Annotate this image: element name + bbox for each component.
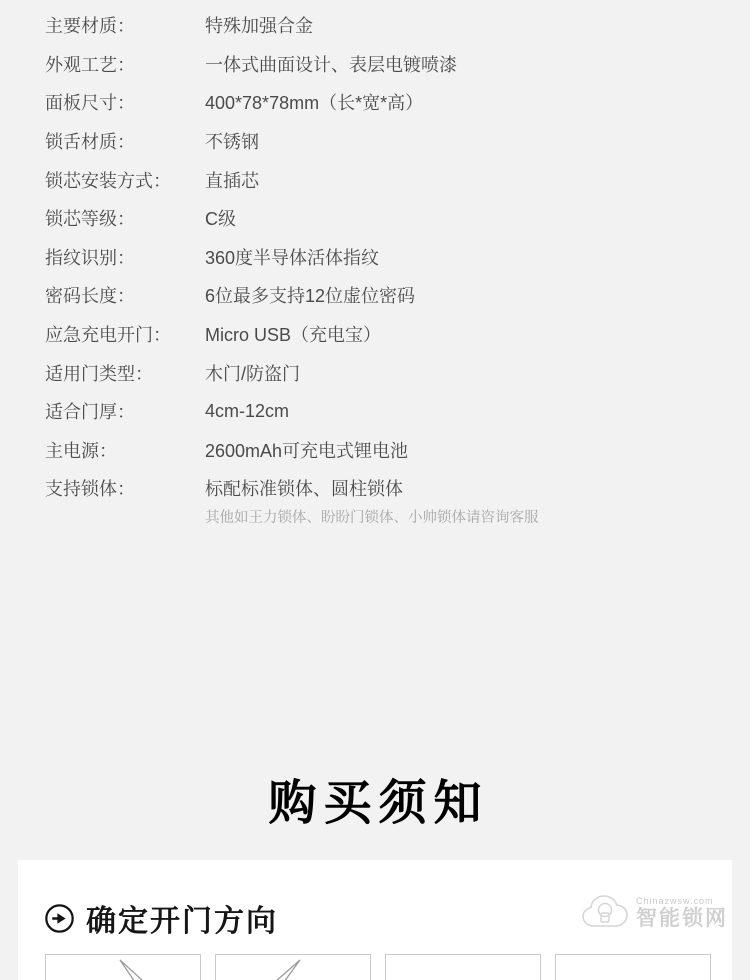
spec-value: 直插芯 bbox=[205, 170, 259, 191]
spec-row bbox=[45, 83, 730, 122]
spec-row bbox=[45, 392, 730, 431]
door-direction-cards bbox=[45, 954, 711, 980]
watermark-site-name: 智能锁网 bbox=[636, 906, 728, 930]
spec-list bbox=[45, 6, 730, 528]
spec-label: 应急充电开门： bbox=[45, 325, 171, 346]
spec-row bbox=[45, 238, 730, 277]
spec-row bbox=[45, 315, 730, 354]
spec-value: 6位最多支持12位虚位密码 bbox=[205, 286, 416, 307]
spec-value: C级 bbox=[205, 209, 236, 230]
spec-row bbox=[45, 469, 730, 508]
door-leaf-illustration bbox=[46, 955, 201, 980]
spec-label: 锁舌材质： bbox=[45, 132, 135, 153]
spec-row bbox=[45, 199, 730, 238]
door-direction-card bbox=[555, 954, 711, 980]
spec-label: 锁芯等级： bbox=[45, 209, 135, 230]
spec-label: 适合门厚： bbox=[45, 402, 135, 423]
door-leaf-illustration bbox=[216, 955, 371, 980]
door-direction-heading-row bbox=[44, 896, 278, 940]
spec-row bbox=[45, 6, 730, 45]
spec-label: 指纹识别： bbox=[45, 247, 135, 268]
spec-value: 4cm-12cm bbox=[205, 400, 290, 421]
spec-label: 主电源： bbox=[45, 440, 117, 461]
spec-value: 400*78*78mm（长*宽*高） bbox=[205, 93, 424, 114]
spec-value: 360度半导体活体指纹 bbox=[205, 247, 380, 268]
door-direction-card bbox=[215, 954, 371, 980]
spec-label: 主要材质： bbox=[45, 16, 135, 37]
spec-value: 特殊加强合金 bbox=[205, 16, 313, 37]
spec-row bbox=[45, 431, 730, 470]
spec-value: 2600mAh可充电式锂电池 bbox=[205, 440, 409, 461]
spec-label: 密码长度： bbox=[45, 286, 135, 307]
purchase-notice-title: 购买须知 bbox=[268, 777, 489, 830]
spec-value: 标配标准锁体、圆柱锁体 bbox=[205, 479, 403, 500]
spec-label: 适用门类型： bbox=[45, 363, 153, 384]
door-direction-card bbox=[385, 954, 541, 980]
spec-note: 其他如王力锁体、盼盼门锁体、小帅锁体请咨询客服 bbox=[205, 509, 539, 526]
watermark-text bbox=[636, 896, 728, 931]
spec-row bbox=[45, 122, 730, 161]
door-direction-heading: 确定开门方向 bbox=[86, 905, 278, 938]
circle-right-arrow-icon bbox=[44, 903, 75, 934]
spec-label: 面板尺寸： bbox=[45, 93, 135, 114]
site-watermark bbox=[580, 890, 728, 936]
purchase-notice-panel bbox=[18, 860, 732, 980]
spec-value: 不锈钢 bbox=[205, 132, 259, 153]
spec-row bbox=[45, 353, 730, 392]
spec-label: 支持锁体： bbox=[45, 479, 135, 500]
spec-row bbox=[45, 160, 730, 199]
watermark-url: Chinazwsw.com bbox=[636, 895, 714, 906]
door-direction-card bbox=[45, 954, 201, 980]
spec-row bbox=[45, 276, 730, 315]
cloud-lock-icon bbox=[580, 890, 632, 936]
spec-label: 外观工艺： bbox=[45, 54, 135, 75]
spec-value: 木门/防盗门 bbox=[205, 363, 301, 384]
spec-value: Micro USB（充电宝） bbox=[205, 325, 382, 346]
spec-row bbox=[45, 45, 730, 84]
spec-value: 一体式曲面设计、表层电镀喷漆 bbox=[205, 54, 457, 75]
spec-label: 锁芯安装方式： bbox=[45, 170, 171, 191]
